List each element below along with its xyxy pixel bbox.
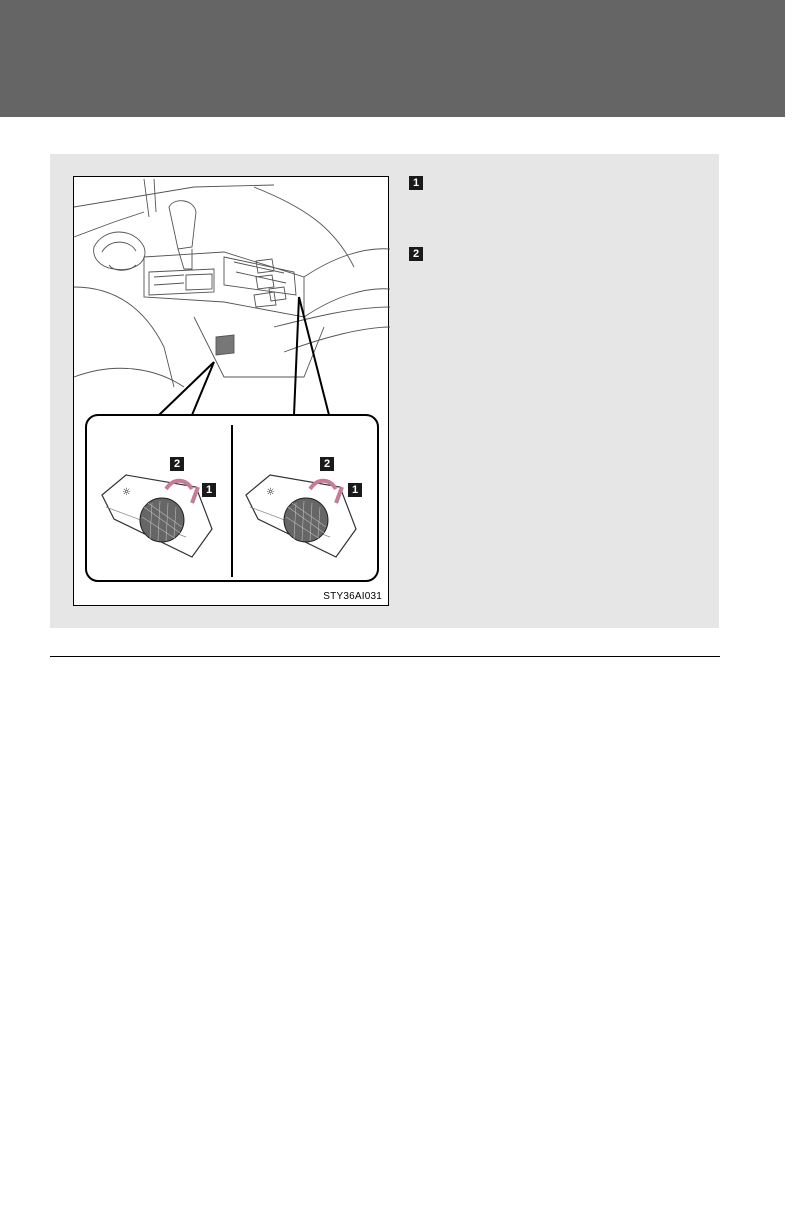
callout-badge-2-right: 2 (320, 457, 334, 471)
step-marker-1: 1 (409, 176, 423, 190)
console-drawing (74, 177, 390, 607)
callout-badge-1-left: 1 (202, 483, 216, 497)
callout-badge-1-right: 1 (348, 483, 362, 497)
chapter-header-band (0, 0, 792, 117)
section-divider (50, 656, 720, 657)
figure-code: STY36AI031 (323, 591, 382, 602)
step-marker-2: 2 (409, 247, 423, 261)
seat-heater-illustration (73, 176, 389, 606)
svg-text:☼: ☼ (122, 487, 131, 498)
svg-text:☼: ☼ (266, 487, 275, 498)
callout-badge-2-left: 2 (170, 457, 184, 471)
page-edge-tab (785, 0, 792, 117)
